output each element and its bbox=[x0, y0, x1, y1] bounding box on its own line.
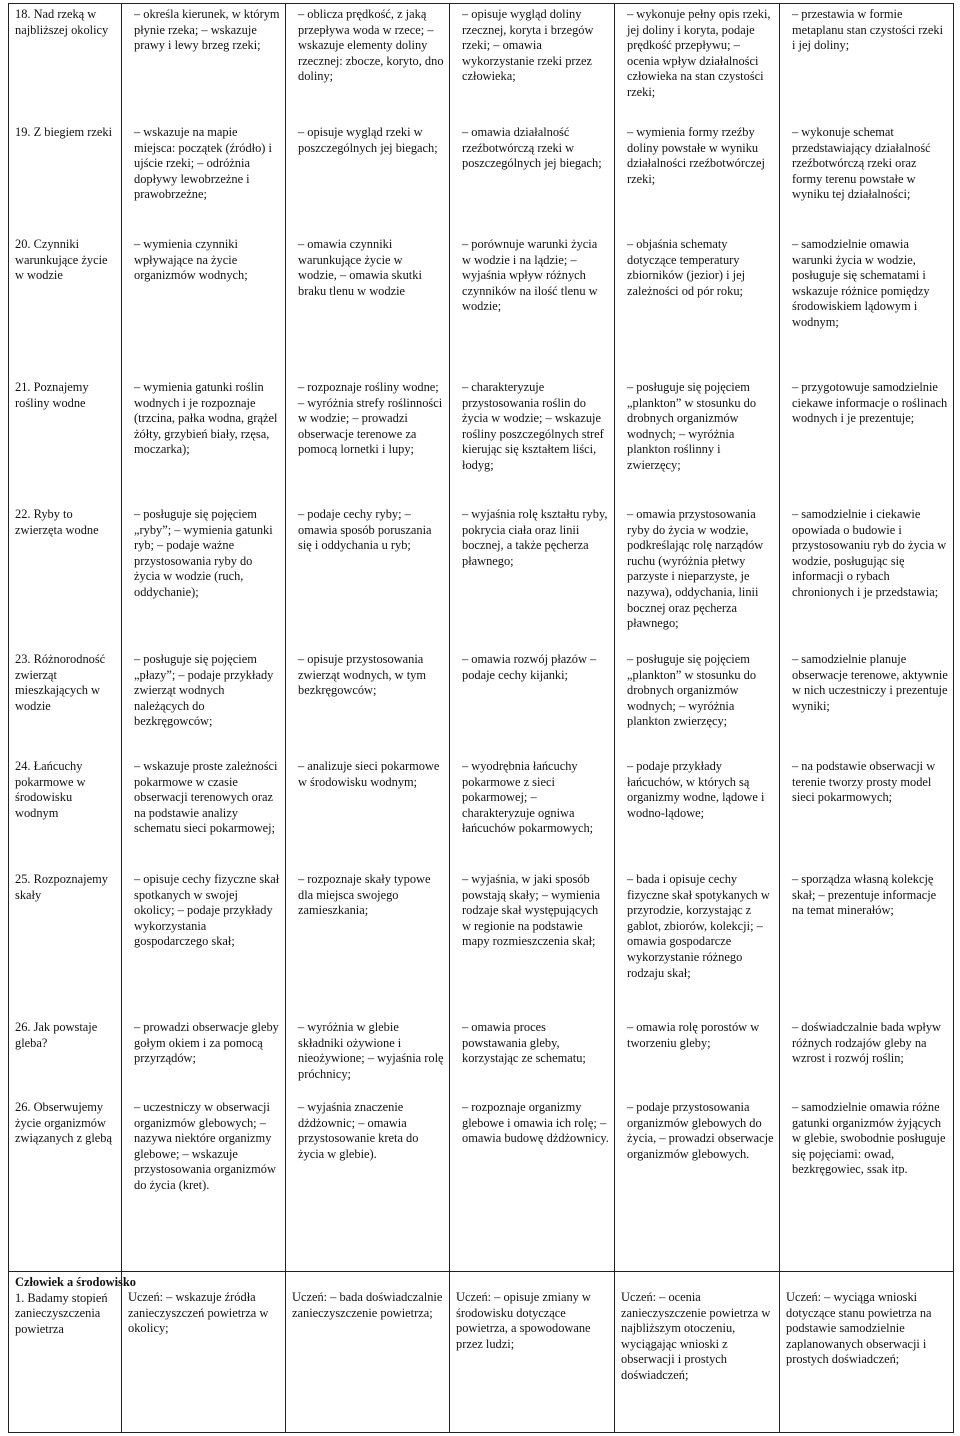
topic-title: 26. Jak powstaje gleba? bbox=[15, 1020, 98, 1050]
requirement-block: – omawia przystosowania ryby do życia w wodzie, podkreślając rolę narządów ruchu (wyróżnia płetwy parzyste i nieparzyste, je nazywa), oddychania, linii bocznej oraz pęcherza pławnego; bbox=[627, 507, 764, 631]
requirement-block: – prowadzi obserwacje gleby gołym okiem i za pomocą przyrządów; bbox=[134, 1020, 279, 1066]
requirement-block: – podaje przystosowania organizmów glebowych do życia, – prowadzi obserwacje organizmów glebowych. bbox=[627, 1100, 774, 1161]
requirement-block: – przygotowuje samodzielnie ciekawe informacje o roślinach wodnych i je prezentuje; bbox=[792, 380, 948, 426]
topic-title: 19. Z biegiem rzeki bbox=[15, 125, 113, 139]
requirement-block: – samodzielnie planuje obserwacje terenowe, aktywnie w nich uczestniczy i prezentuje wyniki; bbox=[792, 652, 948, 713]
requirements-column-3 bbox=[286, 4, 450, 1272]
topic-title: 23. Różnorodność zwierząt mieszkających w wodzie bbox=[15, 652, 106, 713]
requirement-block: – określa kierunek, w którym płynie rzeka; – wskazuje prawy i lewy brzeg rzeki; bbox=[134, 7, 280, 53]
requirement-block: – wymienia gatunki roślin wodnych i je rozpoznaje (trzcina, pałka wodna, grążel żółty, grzybień biały, rzęsa, moczarka); bbox=[134, 380, 278, 457]
requirement-block: – wyróżnia w glebie składniki ożywione i nieożywione; – wyjaśnia rolę próchnicy; bbox=[298, 1020, 444, 1081]
requirement-block: – wymienia czynniki wpływające na życie organizmów wodnych; bbox=[134, 237, 248, 283]
topic-title: 26. Obserwujemy życie organizmów związanych z glebą bbox=[15, 1100, 113, 1146]
requirement-block: – porównuje warunki życia w wodzie i na lądzie; – wyjaśnia wpływ różnych czynników na ilość tlenu w wodzie; bbox=[462, 237, 598, 314]
topic-title: 18. Nad rzeką w najbliższej okolicy bbox=[15, 7, 109, 37]
requirement-block: – omawia czynniki warunkujące życie w wodzie, – omawia skutki braku tlenu w wodzie bbox=[298, 237, 422, 298]
topic-title: 25. Rozpoznajemy skały bbox=[15, 872, 108, 902]
requirement-block: – omawia działalność rzeźbotwórczą rzeki w poszczególnych jej biegach; bbox=[462, 125, 602, 171]
main-row bbox=[9, 4, 954, 1272]
requirement-block: – opisuje cechy fizyczne skał spotkanych w swojej okolicy; – podaje przykłady wykorzystania gospodarczego skał; bbox=[134, 872, 280, 949]
requirement-block: – przestawia w formie metaplanu stan czystości rzeki i jej doliny; bbox=[792, 7, 944, 53]
requirement-block: – charakteryzuje przystosowania roślin do życia w wodzie; – wskazuje rośliny poszczególnych stref kierując się kształtem liści, łodyg; bbox=[462, 380, 604, 472]
requirement-block: – oblicza prędkość, z jaką przepływa woda w rzece; – wskazuje elementy doliny rzecznej: zbocze, koryto, dno doliny; bbox=[298, 7, 444, 84]
requirement-block: – omawia rolę porostów w tworzeniu gleby; bbox=[627, 1020, 760, 1050]
requirement-block: – samodzielnie i ciekawie opowiada o budowie i przystosowaniu ryb do życia w wodzie, posługując się informacji o rybach chronionych i je przedstawia; bbox=[792, 507, 947, 599]
section-topic-cell bbox=[9, 1272, 136, 1433]
requirement-block: – bada i opisuje cechy fizyczne skał spotykanych w przyrodzie, korzystając z gablot, zbiorów, kolekcji; – omawia gospodarcze wykorzystanie różnego rodzaju skał; bbox=[627, 872, 770, 980]
requirement-block: – opisuje wygląd rzeki w poszczególnych jej biegach; bbox=[298, 125, 438, 155]
requirement-block: – uczestniczy w obserwacji organizmów glebowych; – nazywa niektóre organizmy glebowe; – wskazuje przystosowania organizmów do życia (kret). bbox=[134, 1100, 276, 1192]
requirement-block: – posługuje się pojęciem „ryby”; – wymienia gatunki ryb; – podaje ważne przystosowania ryby do życia w wodzie (ruch, oddychanie); bbox=[134, 507, 273, 599]
requirement-block: – wykonuje schemat przedstawiający działalność rzeźbotwórczą rzeki oraz formy terenu powstałe w wyniku tej działalności; bbox=[792, 125, 931, 202]
requirement-block: – posługuje się pojęciem „płazy”; – podaje przykłady zwierząt wodnych należących do bezkręgowców; bbox=[134, 652, 274, 729]
requirements-column-4 bbox=[450, 4, 615, 1272]
section-cell-2: Uczeń: – wskazuje źródła zanieczyszczeń powietrza w okolicy; bbox=[122, 1272, 286, 1433]
requirement-block: – wyjaśnia znaczenie dżdżownic; – omawia przystosowanie kreta do życia w glebie). bbox=[298, 1100, 419, 1161]
topic-title: 20. Czynniki warunkujące życie w wodzie bbox=[15, 237, 108, 283]
requirement-block: – rozpoznaje skały typowe dla miejsca swojego zamieszkania; bbox=[298, 872, 431, 918]
requirement-block: – omawia rozwój płazów – podaje cechy kijanki; bbox=[462, 652, 597, 682]
section-cell-3: Uczeń: – bada doświadczalnie zanieczyszczenie powietrza; bbox=[286, 1272, 450, 1433]
requirements-column-2 bbox=[122, 4, 286, 1272]
requirement-block: – rozpoznaje rośliny wodne; – wyróżnia strefy roślinności w wodzie; – prowadzi obserwacje terenowe za pomocą lornetki i lupy; bbox=[298, 380, 443, 457]
section-row bbox=[9, 1272, 954, 1433]
requirements-column-5 bbox=[615, 4, 780, 1272]
requirement-block: – wykonuje pełny opis rzeki, jej doliny i koryta, podaje prędkość przepływu; – ocenia wpływ działalności człowieka na stan czystości rzeki; bbox=[627, 7, 771, 99]
topic-title: 22. Ryby to zwierzęta wodne bbox=[15, 507, 99, 537]
topic-column bbox=[9, 4, 122, 1272]
topic-title: 24. Łańcuchy pokarmowe w środowisku wodnym bbox=[15, 759, 86, 820]
requirement-block: – omawia proces powstawania gleby, korzystając ze schematu; bbox=[462, 1020, 586, 1066]
requirement-block: – podaje przykłady łańcuchów, w których są organizmy wodne, lądowe i wodno-lądowe; bbox=[627, 759, 765, 820]
topic-title: 21. Poznajemy rośliny wodne bbox=[15, 380, 89, 410]
requirement-block: – wyjaśnia, w jaki sposób powstają skały; – wymienia rodzaje skał występujących w regionie na podstawie mapy rozmieszczenia skał; bbox=[462, 872, 600, 949]
requirement-block: – na podstawie obserwacji w terenie tworzy prosty model sieci pokarmowych; bbox=[792, 759, 936, 805]
requirement-block: – rozpoznaje organizmy glebowe i omawia ich rolę; – omawia budowę dżdżownicy. bbox=[462, 1100, 609, 1146]
requirement-block: – analizuje sieci pokarmowe w środowisku wodnym; bbox=[298, 759, 440, 789]
requirement-block: – opisuje wygląd doliny rzecznej, koryta i brzegów rzeki; – omawia wykorzystanie rzeki przez człowieka; bbox=[462, 7, 594, 84]
requirement-block: – doświadczalnie bada wpływ różnych rodzajów gleby na wzrost i rozwój roślin; bbox=[792, 1020, 941, 1066]
section-cell-4: Uczeń: – opisuje zmiany w środowisku dotyczące powietrza, a spowodowane przez ludzi; bbox=[450, 1272, 615, 1433]
section-cell-6: Uczeń: – wyciąga wnioski dotyczące stanu powietrza na podstawie samodzielnie zaplanowanych obserwacji i prostych doświadczeń; bbox=[780, 1272, 954, 1433]
requirement-block: – posługuje się pojęciem „plankton” w stosunku do drobnych organizmów wodnych; – wyróżnia plankton zwierzęcy; bbox=[627, 652, 757, 729]
requirement-block: – wyodrębnia łańcuchy pokarmowe z sieci pokarmowej; – charakteryzuje ogniwa łańcuchów pokarmowych; bbox=[462, 759, 594, 836]
requirement-block: – samodzielnie omawia różne gatunki organizmów żyjących w glebie, swobodnie posługuje się pojęciami: owad, bezkręgowiec, ssak itp. bbox=[792, 1100, 946, 1177]
section-title: Człowiek a środowisko bbox=[15, 1275, 136, 1289]
requirement-block: – wyjaśnia rolę kształtu ryby, pokrycia ciała oraz linii bocznej, a także pęcherza pławnego; bbox=[462, 507, 608, 568]
section-topic: 1. Badamy stopień zanieczyszczenia powietrza bbox=[15, 1290, 108, 1336]
requirement-block: – wskazuje na mapie miejsca: początek (źródło) i ujście rzeki; – odróżnia dopływy lewobrzeżne i prawobrzeżne; bbox=[134, 125, 272, 202]
requirement-block: – wskazuje proste zależności pokarmowe w czasie obserwacji terenowych oraz na podstawie analizy schematu sieci pokarmowej; bbox=[134, 759, 278, 836]
curriculum-table bbox=[8, 3, 954, 1433]
requirement-block: – posługuje się pojęciem „plankton” w stosunku do drobnych organizmów wodnych; – wyróżnia plankton roślinny i zwierzęcy; bbox=[627, 380, 757, 472]
requirement-block: – podaje cechy ryby; – omawia sposób poruszania się i oddychania u ryb; bbox=[298, 507, 432, 553]
requirement-block: – wymienia formy rzeźby doliny powstałe w wyniku działalności rzeźbotwórczej rzeki; bbox=[627, 125, 765, 186]
requirement-block: – samodzielnie omawia warunki życia w wodzie, posługuje się schematami i wskazuje różnice pomiędzy środowiskiem lądowym i wodnym; bbox=[792, 237, 930, 329]
requirements-column-6 bbox=[780, 4, 954, 1272]
requirement-block: – opisuje przystosowania zwierząt wodnych, w tym bezkręgowców; bbox=[298, 652, 426, 698]
requirement-block: – sporządza własną kolekcję skał; – prezentuje informacje na temat minerałów; bbox=[792, 872, 937, 918]
section-cell-5: Uczeń: – ocenia zanieczyszczenie powietrza w najbliższym otoczeniu, wyciągając wnioski z obserwacji i prostych doświadczeń; bbox=[615, 1272, 780, 1433]
requirement-block: – objaśnia schematy dotyczące temperatury zbiorników (jezior) i jej zależności od pór roku; bbox=[627, 237, 746, 298]
